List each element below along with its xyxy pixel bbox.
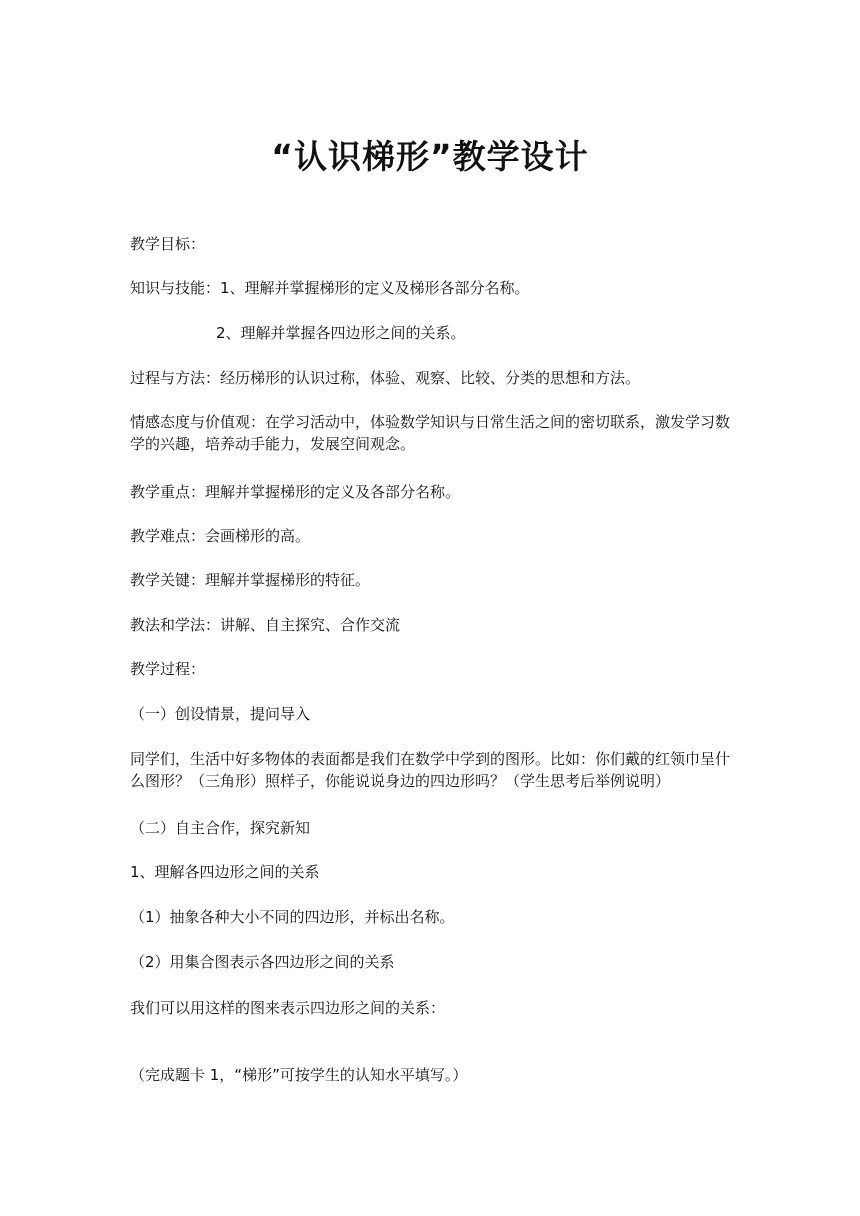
teaching-process-heading: 教学过程： [130,660,206,678]
section-1-paragraph-line-2: 么图形？（三角形）照样子，你能说说身边的四边形吗？（学生思考后举例说明） [130,772,671,790]
item-1-heading: 1、理解各四边形之间的关系 [130,863,320,881]
item-1-sub-1: （1）抽象各种大小不同的四边形，并标出名称。 [130,908,455,926]
relation-diagram-intro: 我们可以用这样的图来表示四边形之间的关系： [130,999,446,1017]
teaching-key-point: 教学重点：理解并掌握梯形的定义及各部分名称。 [130,483,461,501]
knowledge-skill-line-1: 知识与技能：1、理解并掌握梯形的定义及梯形各部分名称。 [130,279,530,297]
teaching-critical-point: 教学关键：理解并掌握梯形的特征。 [130,571,371,589]
section-1-heading: （一）创设情景，提问导入 [130,705,311,723]
attitude-values-line-2: 学的兴趣，培养动手能力，发展空间观念。 [130,435,416,453]
teaching-difficult-point: 教学难点：会画梯形的高。 [130,527,311,545]
question-card-note: （完成题卡 1，“梯形”可按学生的认知水平填写。） [130,1066,468,1084]
attitude-values-line-1: 情感态度与价值观：在学习活动中，体验数学知识与日常生活之间的密切联系，激发学习数 [130,413,731,431]
section-1-paragraph-line-1: 同学们，生活中好多物体的表面都是我们在数学中学到的图形。比如：你们戴的红领巾呈什 [130,750,731,768]
section-2-heading: （二）自主合作，探究新知 [130,819,311,837]
teaching-methods: 教法和学法：讲解、自主探究、合作交流 [130,616,401,634]
knowledge-skill-line-2: 2、理解并掌握各四边形之间的关系。 [216,324,466,342]
document-title: “认识梯形”教学设计 [271,137,589,176]
item-1-sub-2: （2）用集合图表示各四边形之间的关系 [130,953,395,971]
process-method-line: 过程与方法：经历梯形的认识过称，体验、观察、比较、分类的思想和方法。 [130,369,641,387]
objectives-heading: 教学目标： [130,235,206,253]
